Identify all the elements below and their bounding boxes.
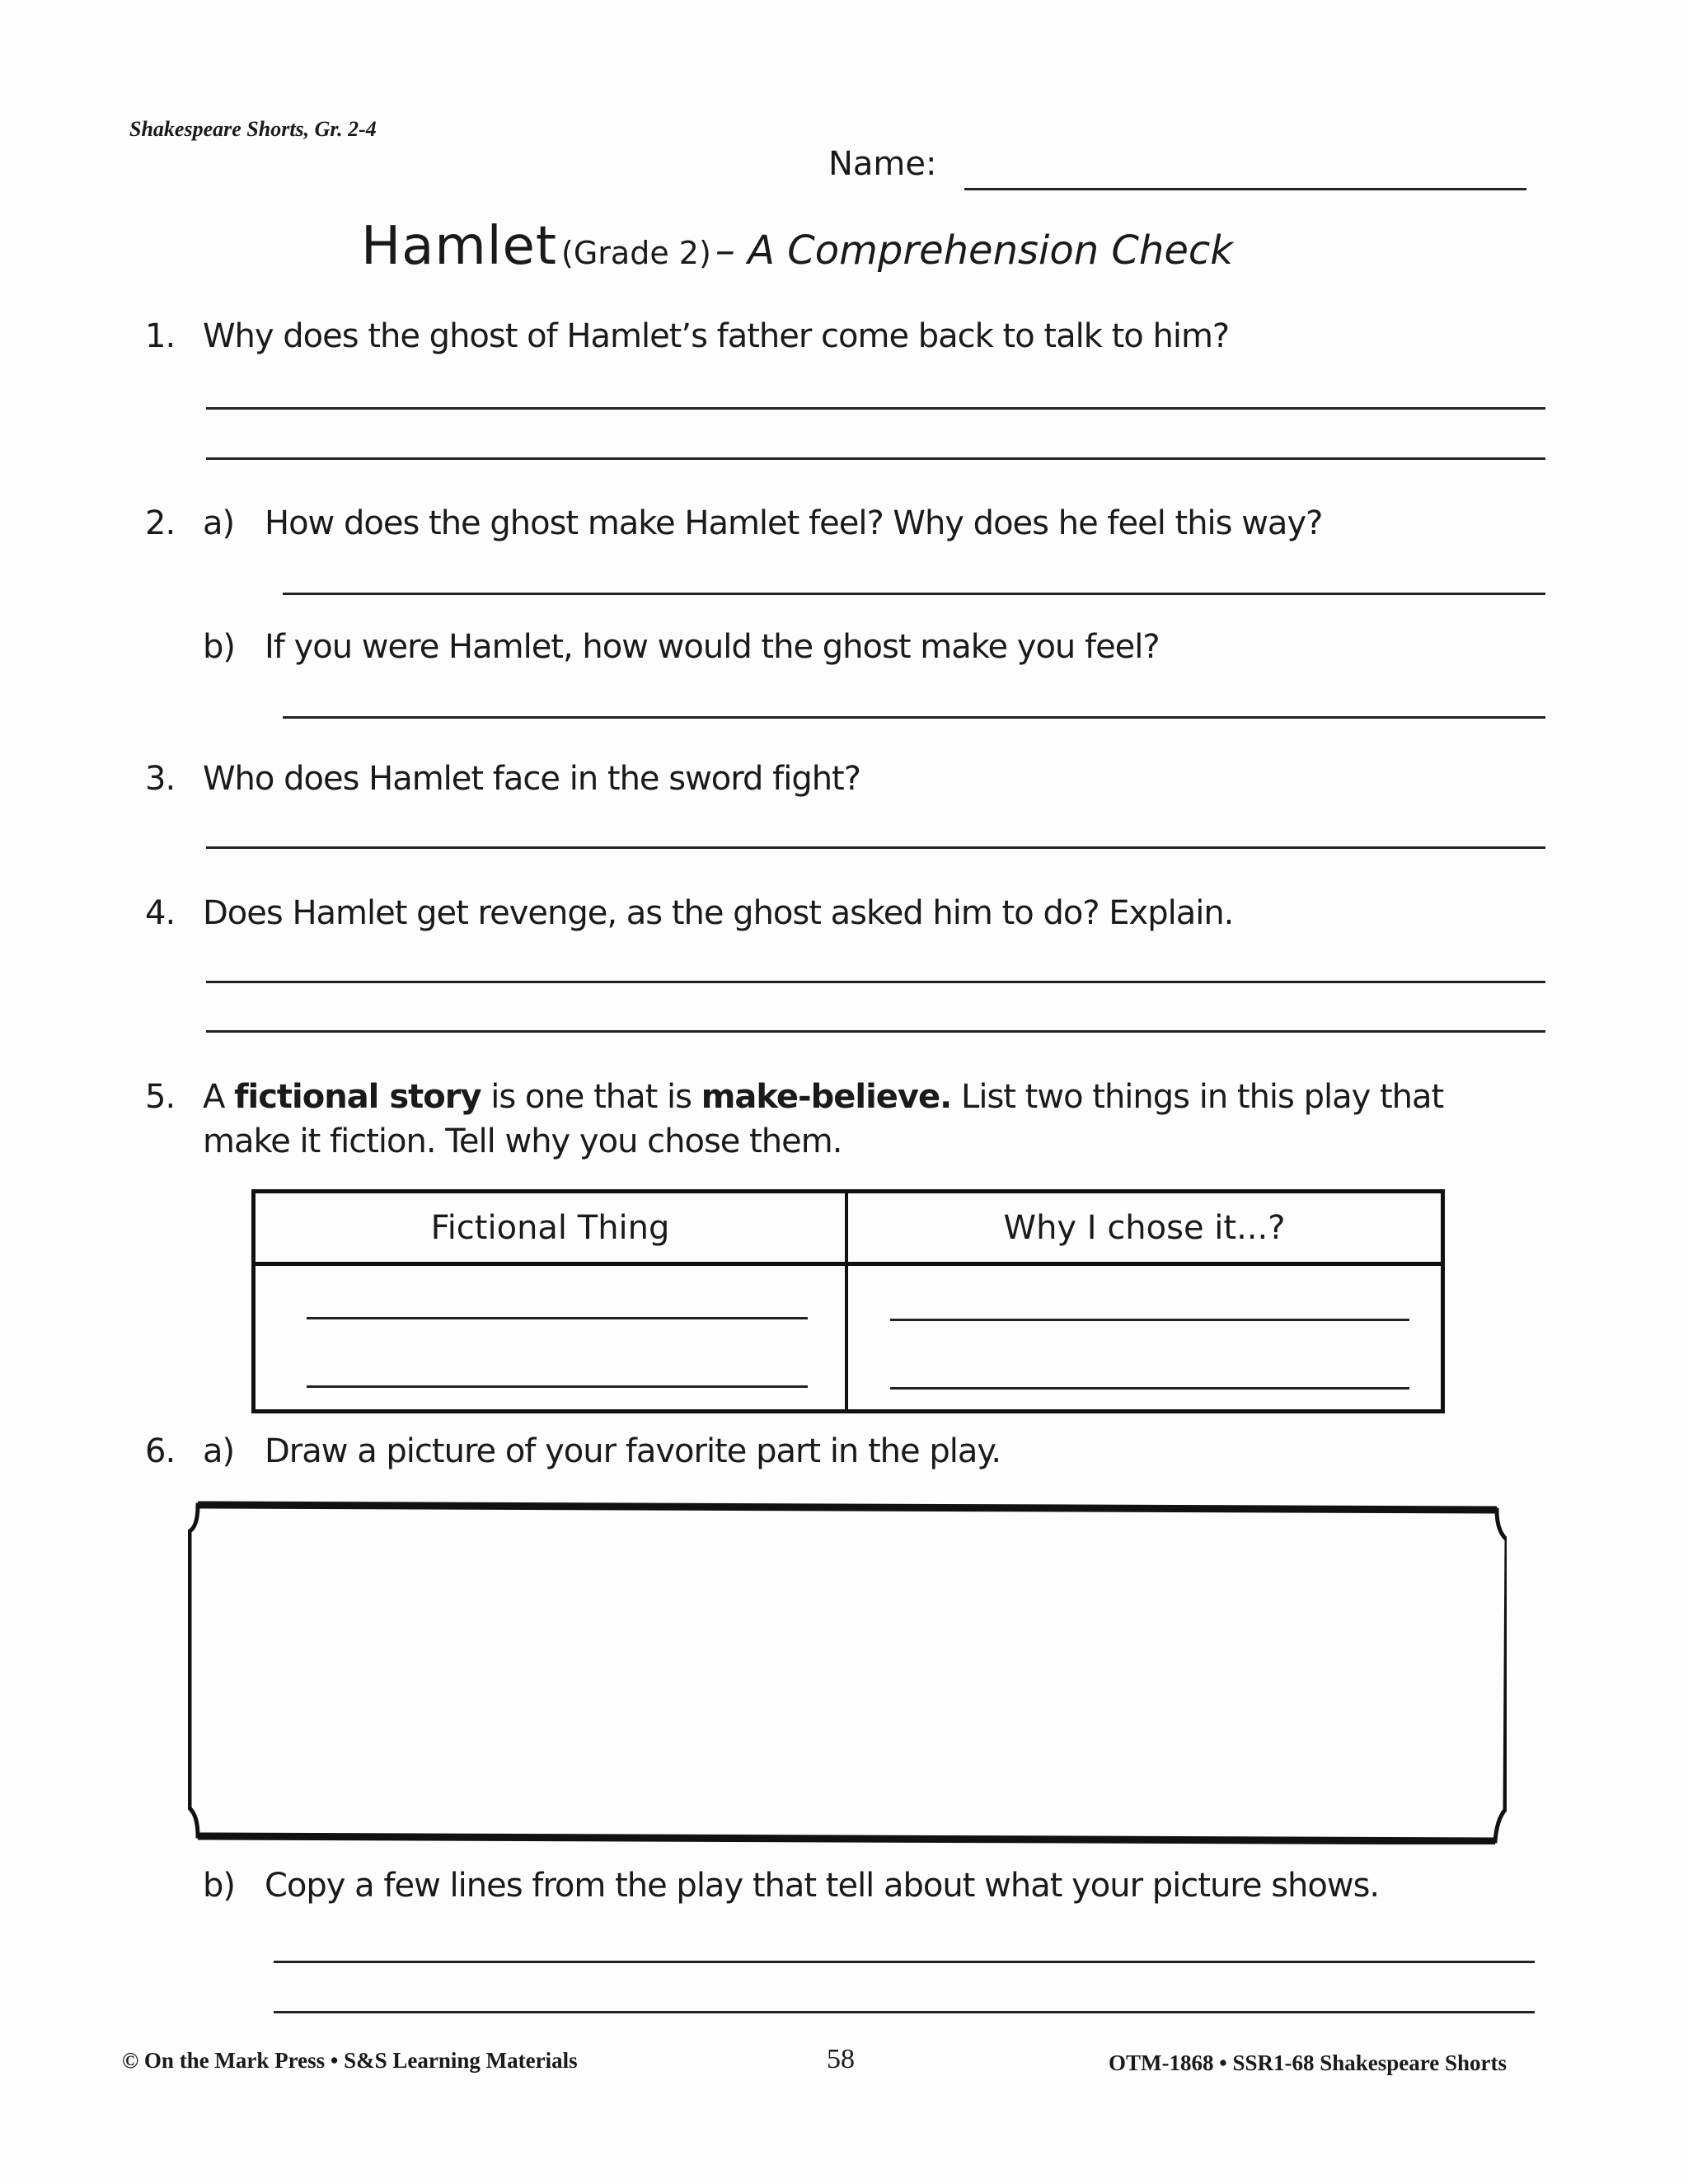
footer-copyright: © On the Mark Press • S&S Learning Materials: [122, 2048, 578, 2073]
question-2a: [145, 504, 1322, 542]
table-answer-line-1a[interactable]: [307, 1317, 808, 1319]
title-grade: (Grade 2): [561, 235, 711, 271]
answer-line-2b[interactable]: [283, 716, 1545, 719]
question-text: Who does Hamlet face in the sword fight?: [203, 760, 860, 798]
question-number: 4.: [145, 894, 176, 932]
question-text: Draw a picture of your favorite part in the play.: [265, 1432, 1001, 1470]
term-fictional-story: fictional story: [234, 1078, 481, 1116]
table-header-fictional-thing: Fictional Thing: [256, 1193, 845, 1266]
question-number: 2.: [145, 504, 176, 542]
table-answer-line-1b[interactable]: [307, 1385, 808, 1388]
question-text: A: [203, 1078, 235, 1116]
question-number: 1.: [145, 317, 176, 355]
question-5-line2: [203, 1122, 842, 1160]
question-text: How does the ghost make Hamlet feel? Why does he feel this way?: [265, 504, 1323, 542]
answer-line-1b[interactable]: [206, 457, 1545, 460]
question-6a: [145, 1432, 1001, 1470]
question-text: Why does the ghost of Hamlet’s father come back to talk to him?: [203, 317, 1230, 355]
question-text: If you were Hamlet, how would the ghost make you feel?: [265, 628, 1160, 666]
question-text: Copy a few lines from the play that tell about what your picture shows.: [265, 1867, 1380, 1905]
footer-product-code: OTM-1868 • SSR1-68 Shakespeare Shorts: [1109, 2050, 1507, 2075]
question-1: [145, 317, 1229, 355]
table-answer-line-2a[interactable]: [890, 1319, 1409, 1321]
part-label: b): [203, 1867, 235, 1905]
question-3: [145, 760, 860, 798]
question-number: 3.: [145, 760, 176, 798]
drawing-frame-border: [190, 1505, 1507, 1841]
question-text: is one that is: [481, 1078, 701, 1116]
question-text: make it fiction. Tell why you chose them.: [203, 1122, 842, 1160]
fiction-table: [251, 1189, 1445, 1413]
part-label: a): [203, 1432, 235, 1470]
answer-line-2a[interactable]: [283, 593, 1545, 595]
name-field[interactable]: [964, 188, 1526, 190]
answer-line-1a[interactable]: [206, 407, 1545, 410]
answer-line-6b-2[interactable]: [274, 2011, 1535, 2013]
question-6b: [203, 1867, 1379, 1905]
table-column-divider: [845, 1193, 848, 1409]
table-answer-line-2b[interactable]: [890, 1387, 1409, 1390]
title-play: Hamlet: [361, 216, 557, 277]
part-label: b): [203, 628, 235, 666]
answer-line-6b-1[interactable]: [274, 1961, 1535, 1963]
question-5: [145, 1078, 1443, 1116]
part-label: a): [203, 504, 235, 542]
question-4: [145, 894, 1233, 932]
question-number: 5.: [145, 1078, 176, 1116]
answer-line-3[interactable]: [206, 846, 1545, 849]
drawing-area[interactable]: [188, 1498, 1507, 1844]
question-number: 6.: [145, 1432, 176, 1470]
term-make-believe: make-believe.: [701, 1078, 952, 1116]
question-2b: [203, 628, 1160, 666]
question-text: List two things in this play that: [951, 1078, 1444, 1116]
answer-line-4b[interactable]: [206, 1030, 1545, 1033]
question-text: Does Hamlet get revenge, as the ghost asked him to do? Explain.: [203, 894, 1234, 932]
title-subtitle: – A Comprehension Check: [715, 227, 1234, 274]
page-number: 58: [827, 2044, 855, 2074]
page-title: [361, 216, 1233, 277]
book-title: Shakespeare Shorts, Gr. 2-4: [129, 117, 377, 141]
answer-line-4a[interactable]: [206, 981, 1545, 983]
name-label: Name:: [828, 145, 937, 183]
table-header-why-chosen: Why I chose it...?: [848, 1193, 1441, 1266]
